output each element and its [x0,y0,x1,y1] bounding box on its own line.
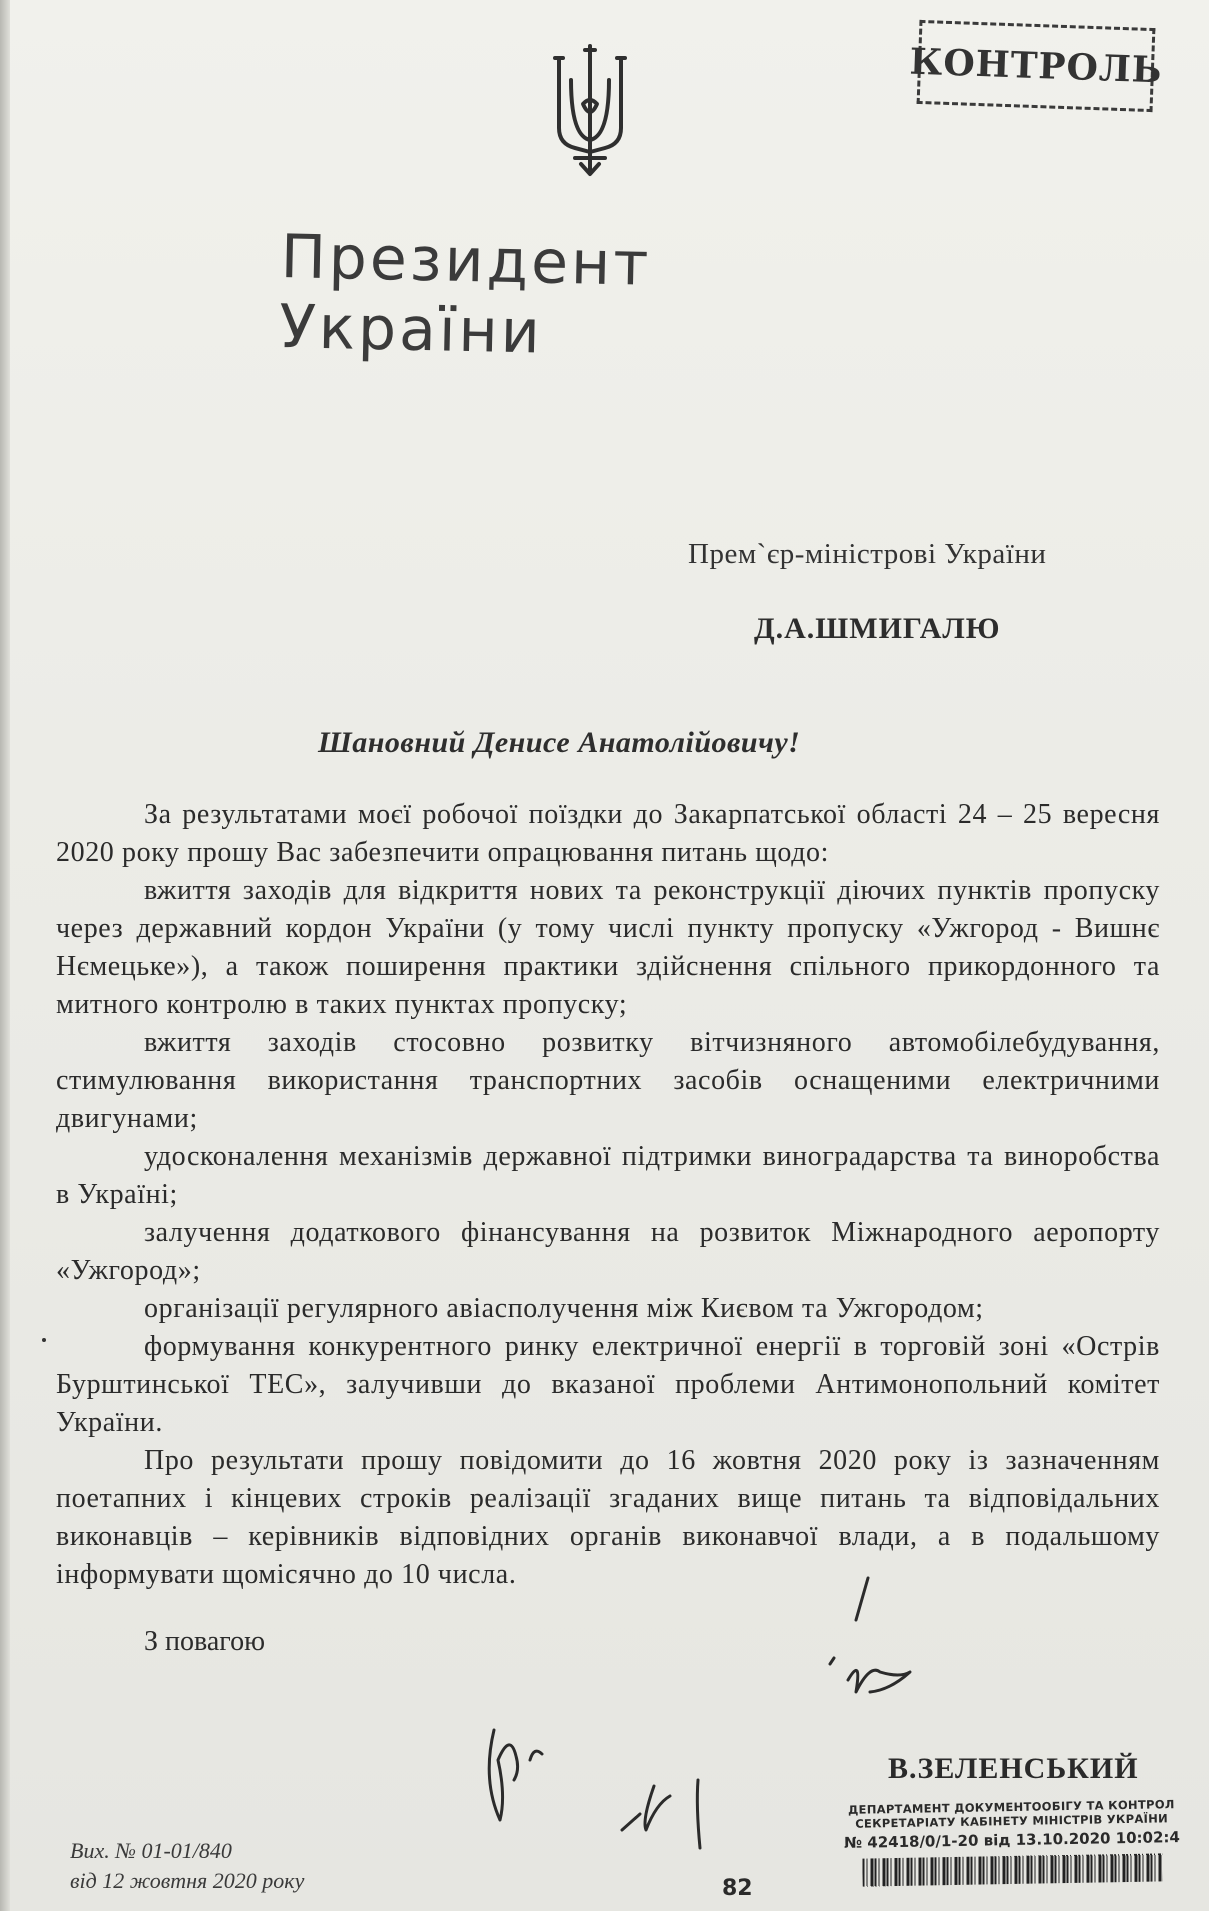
registry-stamp-line2: СЕКРЕТАРІАТУ КАБІНЕТУ МІНІСТРІВ УКРАЇНИ [855,1811,1169,1831]
outgoing-date: від 12 жовтня 2020 року [70,1868,305,1893]
addressee-name: Д.А.ШМИГАЛЮ [754,612,1001,645]
letter-body [56,796,1160,1594]
outgoing-reference [70,1836,304,1896]
registry-number: № 42418/0/1-20 від 13.10.2020 10:02:4 [843,1828,1181,1852]
trident-coat-of-arms-icon [545,40,635,180]
body-item-flights: організації регулярного авіасполучення між Києвом та Ужгородом; [144,1293,984,1324]
body-paragraph-deadline: Про результати прошу повідомити до 16 жовтня 2020 року із зазначенням поетапних і кінцевих строків реалізації згаданих вище питань та відповідальних виконавців – керівників відповідних органів виконавчої влади, а в подальшому інформувати щомісячно до 10 числа. [56,1445,1160,1590]
scan-speck [42,1338,46,1342]
addressee-role: Прем`єр-міністрові України [688,538,1047,570]
body-item-winemaking: удосконалення механізмів державної підтримки виноградарства та виноробства в Україні; [56,1141,1160,1210]
body-item-automotive: вжиття заходів стосовно розвитку вітчизняного автомобілебудування, стимулювання використання транспортних засобів оснащеними електричними двигунами; [56,1027,1160,1134]
registry-stamp [821,1797,1202,1888]
closing-regards: З повагою [144,1626,265,1657]
control-stamp [908,20,1164,112]
signer-name: В.ЗЕЛЕНСЬКИЙ [888,1752,1139,1785]
salutation: Шановний Денисе Анатолійовичу! [318,726,801,759]
scan-edge-shadow [0,0,10,1911]
body-item-border-crossings: вжиття заходів для відкриття нових та реконструкції діючих пунктів пропуску через державний кордон України (у тому числі пункту пропуску «Ужгород - Вишнє Нємецьке»), а також поширення практики здійснення спільного прикордонного та митного контролю в таких пунктах пропуску; [56,875,1160,1020]
body-paragraph-intro: За результатами моєї робочої поїздки до Закарпатської області 24 – 25 вересня 2020 року прошу Вас забезпечити опрацювання питань щодо: [56,799,1160,868]
body-item-energy-market: формування конкурентного ринку електричної енергії в торговій зоні «Острів Бурштинської ТЕС», залучивши до вказаної проблеми Антимонопольний комітет України. [56,1331,1160,1438]
body-item-airport-funding: залучення додаткового фінансування на розвиток Міжнародного аеропорту «Ужгород»; [56,1217,1160,1286]
page-number: 82 [722,1876,753,1901]
registry-stamp-line1: ДЕПАРТАМЕНТ ДОКУМЕНТООБІГУ ТА КОНТРОЛ [847,1797,1175,1817]
outgoing-number: Вих. № 01-01/840 [70,1838,232,1863]
barcode [862,1853,1162,1886]
document-title: Президент України [278,222,652,368]
control-stamp-text: КОНТРОЛЬ [908,40,1164,92]
